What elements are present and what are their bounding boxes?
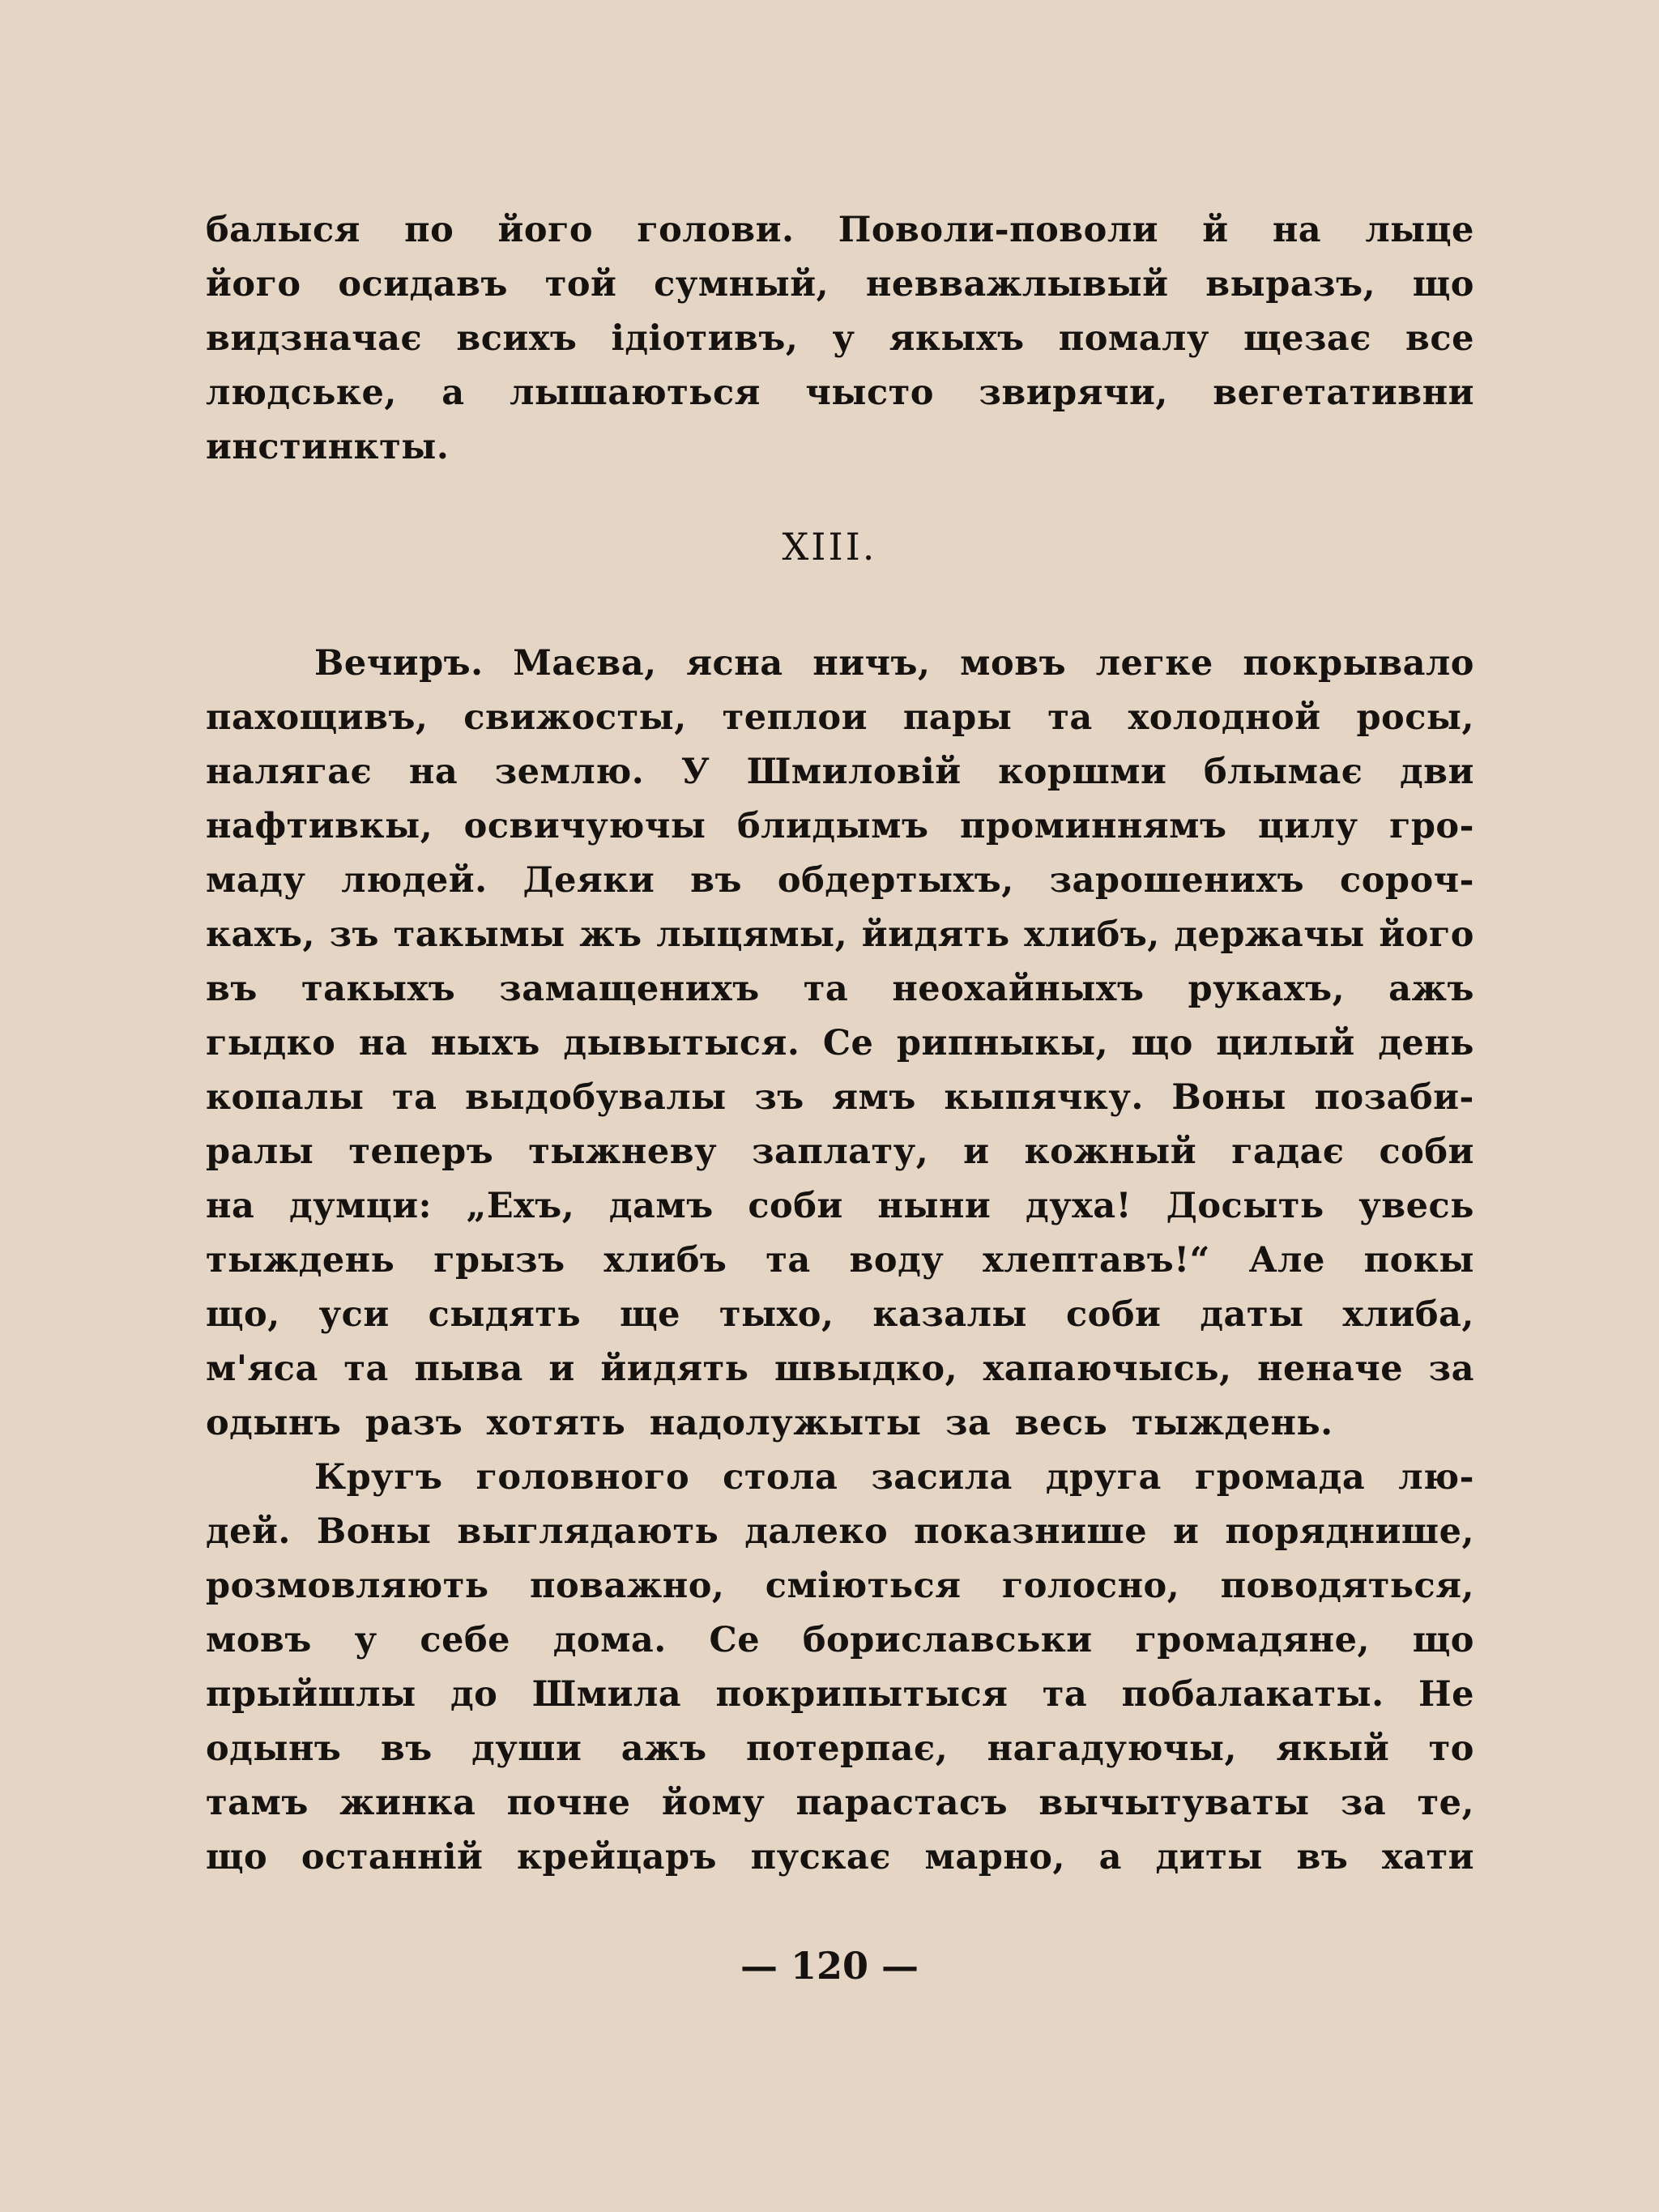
word: його (1379, 914, 1474, 955)
word: соби (1065, 1294, 1162, 1335)
word: выдобувалы (465, 1077, 727, 1118)
word: та (766, 1240, 811, 1281)
word: ажъ (621, 1728, 707, 1769)
word: кыпячку. (944, 1077, 1144, 1118)
word: на (408, 752, 458, 792)
word: легке (1095, 643, 1213, 684)
word: голосно, (1001, 1566, 1180, 1606)
word: невважлывый (865, 264, 1169, 305)
word: освичуючы (463, 806, 706, 846)
word: свижосты, (463, 697, 687, 738)
word: себе (420, 1620, 510, 1660)
word: йидять (600, 1349, 749, 1389)
word: Деяки (522, 860, 655, 901)
word: ідіотивъ, (611, 318, 799, 359)
word: Маєва, (513, 643, 657, 684)
word: цилу (1258, 806, 1358, 846)
word: кахъ, (206, 914, 316, 955)
word: У (680, 752, 710, 792)
word: ныхъ (430, 1023, 540, 1063)
word: сумный, (654, 264, 830, 305)
word: гадає (1231, 1132, 1345, 1172)
word: соби (748, 1186, 843, 1226)
word: покрипытыся (715, 1674, 1009, 1715)
word: неохайныхъ (892, 969, 1145, 1009)
word: Поволи-поволи (838, 210, 1159, 250)
word: а (1098, 1837, 1122, 1877)
word: та (343, 1349, 389, 1389)
word: холодной (1128, 697, 1321, 738)
word: выразъ, (1205, 264, 1376, 305)
word: поряднише, (1225, 1511, 1474, 1552)
text-line (206, 366, 1474, 420)
word: и (1173, 1511, 1200, 1552)
word: а (441, 373, 465, 413)
word: налягає (206, 752, 373, 792)
word: марно, (924, 1837, 1065, 1877)
text-line (206, 258, 1474, 312)
word: Не (1418, 1674, 1474, 1715)
word: якый (1276, 1728, 1390, 1769)
word: тыждень (206, 1240, 395, 1281)
text-line (206, 1342, 1474, 1396)
word: видзначає (206, 318, 423, 359)
word: день (1378, 1023, 1474, 1063)
word: одынъ (206, 1728, 342, 1769)
word: въ (206, 969, 258, 1009)
word: йидять (861, 914, 1010, 955)
word: що (1131, 1023, 1193, 1063)
word: ничъ, (812, 643, 931, 684)
word: землю. (494, 752, 645, 792)
word: вегетативни (1213, 373, 1474, 413)
word: выглядають (457, 1511, 719, 1552)
word: що (206, 1837, 268, 1877)
word: головного (476, 1457, 690, 1498)
text-line (206, 1179, 1474, 1234)
word: хлибъ (603, 1240, 727, 1281)
word: помалу (1058, 318, 1209, 359)
word: росы, (1356, 697, 1474, 738)
text-line (206, 637, 1474, 691)
word: души (471, 1728, 582, 1769)
word: гро- (1389, 806, 1474, 846)
word: такыхъ (301, 969, 456, 1009)
word: на (358, 1023, 408, 1063)
text-line (206, 1613, 1474, 1668)
word: до (450, 1674, 498, 1715)
word: поводяться, (1220, 1566, 1474, 1606)
word: що (1412, 264, 1474, 305)
page-number: — 120 — (740, 1944, 919, 1988)
text-line (206, 1505, 1474, 1559)
word: хлептавъ!“ (983, 1240, 1210, 1281)
word: ще (620, 1294, 680, 1335)
word: мовъ (960, 643, 1067, 684)
text-line (206, 1125, 1474, 1179)
word: казалы (872, 1294, 1028, 1335)
word: Воны (1171, 1077, 1286, 1118)
word: пыва (414, 1349, 523, 1389)
word: думци: (288, 1186, 433, 1226)
word: побалакаты. (1121, 1674, 1384, 1715)
word: лю- (1398, 1457, 1474, 1498)
word: „Ехъ, (466, 1186, 575, 1226)
text-line (206, 1288, 1474, 1342)
word: соби (1379, 1132, 1474, 1172)
word: Воны (316, 1511, 432, 1552)
word: въ (380, 1728, 433, 1769)
text-line: одынъ разъ хотять надолужыты за весь тыждень. (206, 1403, 1333, 1443)
word: що (1412, 1620, 1474, 1660)
word: далеко (744, 1511, 889, 1552)
word: жъ (579, 914, 642, 955)
word: хати (1381, 1837, 1474, 1877)
text-line (206, 1722, 1474, 1776)
word: грызъ (433, 1240, 565, 1281)
word: покрывало (1243, 643, 1474, 684)
word: голови. (637, 210, 795, 250)
word: у (354, 1620, 377, 1660)
word: та (392, 1077, 437, 1118)
word: друга (1045, 1457, 1162, 1498)
word: пары (902, 697, 1013, 738)
word: коршми (998, 752, 1167, 792)
text-line (206, 1831, 1474, 1885)
word: ажъ (1388, 969, 1474, 1009)
word: у (832, 318, 855, 359)
text-line (206, 1071, 1474, 1125)
word: уси (318, 1294, 390, 1335)
word: лышаються (510, 373, 761, 413)
word: його (206, 264, 301, 305)
word: пахощивъ, (206, 697, 429, 738)
word: та (1042, 1674, 1088, 1715)
word: й (1202, 210, 1229, 250)
word: зарошенихъ (1049, 860, 1305, 901)
word: ралы (206, 1132, 314, 1172)
word: рипныкы, (896, 1023, 1109, 1063)
word: дывытыся. (563, 1023, 800, 1063)
word: неначе (1257, 1349, 1404, 1389)
word: людське, (206, 373, 397, 413)
text-line (206, 962, 1474, 1016)
word: мовъ (206, 1620, 312, 1660)
word: стола (723, 1457, 838, 1498)
word: пускає (750, 1837, 891, 1877)
word: позаби- (1314, 1077, 1474, 1118)
word: на (206, 1186, 255, 1226)
word: на (1272, 210, 1322, 250)
word: хлибъ, (1024, 914, 1160, 955)
word: вычытуваты (1038, 1783, 1310, 1823)
word: останній (301, 1837, 484, 1877)
word: осидавъ (338, 264, 508, 305)
word: Се (709, 1620, 761, 1660)
word: рукахъ, (1188, 969, 1346, 1009)
word: балыся (206, 210, 360, 250)
word: та (803, 969, 849, 1009)
word: звирячи, (979, 373, 1168, 413)
word: чысто (805, 373, 934, 413)
word: м'яса (206, 1349, 318, 1389)
word: увесь (1358, 1186, 1474, 1226)
body-text (206, 637, 1474, 1885)
text-line (206, 799, 1474, 854)
word: зъ (329, 914, 380, 955)
word: блымає (1203, 752, 1363, 792)
text-line (206, 1668, 1474, 1722)
word: Шмила (531, 1674, 682, 1715)
word: въ (1296, 1837, 1349, 1877)
word: йому (661, 1783, 766, 1823)
word: ныни (877, 1186, 992, 1226)
word: показнише (914, 1511, 1148, 1552)
word: сороч- (1340, 860, 1474, 901)
word: дви (1400, 752, 1474, 792)
word: крейцаръ (516, 1837, 718, 1877)
word: гыдко (206, 1023, 336, 1063)
word: той (544, 264, 617, 305)
word: даты (1200, 1294, 1304, 1335)
word: сміються (765, 1566, 962, 1606)
word: лыцямы, (656, 914, 848, 955)
word: ямъ (832, 1077, 916, 1118)
chapter-heading: XIII. (782, 525, 877, 569)
word: сыдять (428, 1294, 582, 1335)
text-line (206, 312, 1474, 366)
word: дей. (206, 1511, 291, 1552)
word: жинка (339, 1783, 476, 1823)
text-line (206, 854, 1474, 908)
word: по (404, 210, 454, 250)
word: диты (1155, 1837, 1263, 1877)
word: дамъ (608, 1186, 714, 1226)
word: воду (849, 1240, 945, 1281)
word: тыхо, (719, 1294, 834, 1335)
word: заплату, (752, 1132, 929, 1172)
word: Але (1248, 1240, 1325, 1281)
word: його (497, 210, 594, 250)
word: хлиба, (1342, 1294, 1474, 1335)
word: такымы (393, 914, 565, 955)
text-line (206, 1016, 1474, 1071)
word: и (548, 1349, 575, 1389)
word: всихъ (456, 318, 578, 359)
word: Се (822, 1023, 874, 1063)
word: та (1047, 697, 1093, 738)
word: Шмиловій (746, 752, 962, 792)
word: громадяне, (1135, 1620, 1370, 1660)
word: Вечиръ. (314, 643, 484, 684)
word: кожный (1024, 1132, 1197, 1172)
word: хапаючысь, (983, 1349, 1232, 1389)
word: Досыть (1166, 1186, 1324, 1226)
word: маду (206, 860, 306, 901)
word: нагадуючы, (987, 1728, 1237, 1769)
word: за (1428, 1349, 1474, 1389)
word: держачы (1174, 914, 1365, 955)
word: Кругъ (314, 1457, 443, 1498)
text-line (206, 691, 1474, 745)
word: лыце (1365, 210, 1474, 250)
text-line (206, 1451, 1474, 1505)
word: поважно, (529, 1566, 725, 1606)
word: засила (871, 1457, 1013, 1498)
text-line (206, 908, 1474, 962)
word: покы (1363, 1240, 1474, 1281)
word: дома. (552, 1620, 667, 1660)
word: тамъ (206, 1783, 309, 1823)
word: щезає (1243, 318, 1371, 359)
word: копалы (206, 1077, 365, 1118)
word: зъ (754, 1077, 804, 1118)
word: блидымъ (736, 806, 929, 846)
word: за (1340, 1783, 1387, 1823)
word: въ (690, 860, 743, 901)
word: проминнямъ (959, 806, 1227, 846)
word: ясна (686, 643, 783, 684)
word: все (1405, 318, 1474, 359)
word: людей. (341, 860, 488, 901)
word: розмовляють (206, 1566, 489, 1606)
word: громада (1194, 1457, 1366, 1498)
word: те, (1417, 1783, 1474, 1823)
word: тыжневу (528, 1132, 718, 1172)
word: парастасъ (795, 1783, 1009, 1823)
text-line (206, 1234, 1474, 1288)
text-line (206, 203, 1474, 258)
word: и (963, 1132, 990, 1172)
word: почне (506, 1783, 631, 1823)
word: швыдко, (774, 1349, 958, 1389)
word: що, (206, 1294, 280, 1335)
word: потерпає, (745, 1728, 949, 1769)
word: якыхъ (889, 318, 1025, 359)
paragraph-top (206, 203, 1474, 475)
word: духа! (1025, 1186, 1132, 1226)
word: обдертыхъ, (777, 860, 1014, 901)
text-line: инстинкты. (206, 427, 450, 467)
word: то (1428, 1728, 1474, 1769)
text-line (206, 1776, 1474, 1831)
word: замащенихъ (499, 969, 760, 1009)
word: нафтивкы, (206, 806, 433, 846)
text-line (206, 745, 1474, 799)
word: бориславськи (802, 1620, 1093, 1660)
word: теплои (722, 697, 868, 738)
text-line (206, 1559, 1474, 1613)
word: теперъ (348, 1132, 494, 1172)
word: цилый (1216, 1023, 1355, 1063)
word: прыйшлы (206, 1674, 416, 1715)
